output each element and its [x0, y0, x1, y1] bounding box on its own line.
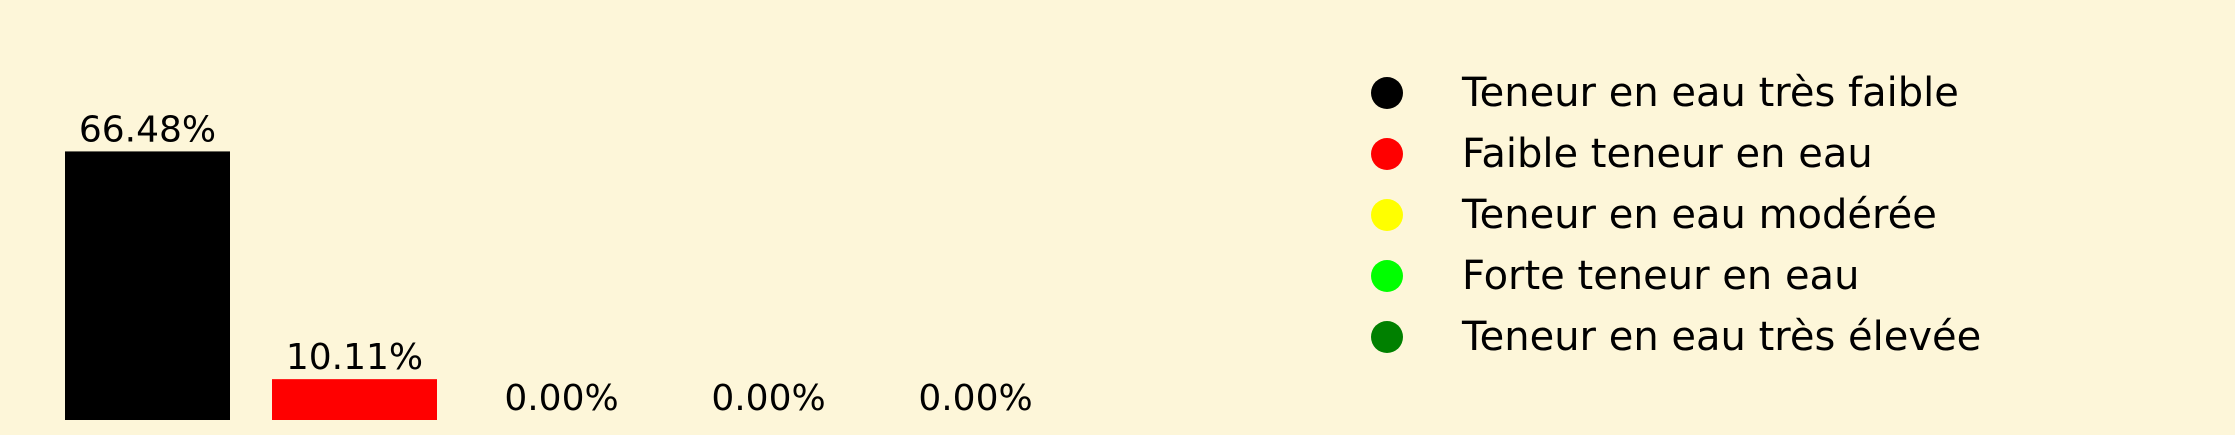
legend: [1371, 70, 1981, 360]
bar-1: [65, 151, 230, 420]
bars-layer: [65, 109, 1033, 420]
legend-label-5: Teneur en eau très élevée: [1462, 314, 1982, 360]
bar-value-label-1: 66.48%: [78, 109, 217, 151]
legend-marker-2: [1371, 138, 1403, 170]
bar-2: [272, 379, 437, 420]
legend-label-3: Teneur en eau modérée: [1462, 192, 1937, 238]
bar-value-label-2: 10.11%: [285, 337, 424, 379]
bar-value-label-5: 0.00%: [918, 378, 1033, 419]
legend-label-4: Forte teneur en eau: [1462, 253, 1860, 299]
legend-marker-3: [1371, 199, 1403, 231]
legend-marker-1: [1371, 77, 1403, 109]
legend-marker-4: [1371, 260, 1403, 292]
legend-label-2: Faible teneur en eau: [1462, 131, 1873, 177]
bar-value-label-4: 0.00%: [711, 378, 826, 419]
bar-value-label-3: 0.00%: [504, 378, 619, 419]
legend-label-1: Teneur en eau très faible: [1462, 70, 1959, 116]
legend-marker-5: [1371, 321, 1403, 353]
